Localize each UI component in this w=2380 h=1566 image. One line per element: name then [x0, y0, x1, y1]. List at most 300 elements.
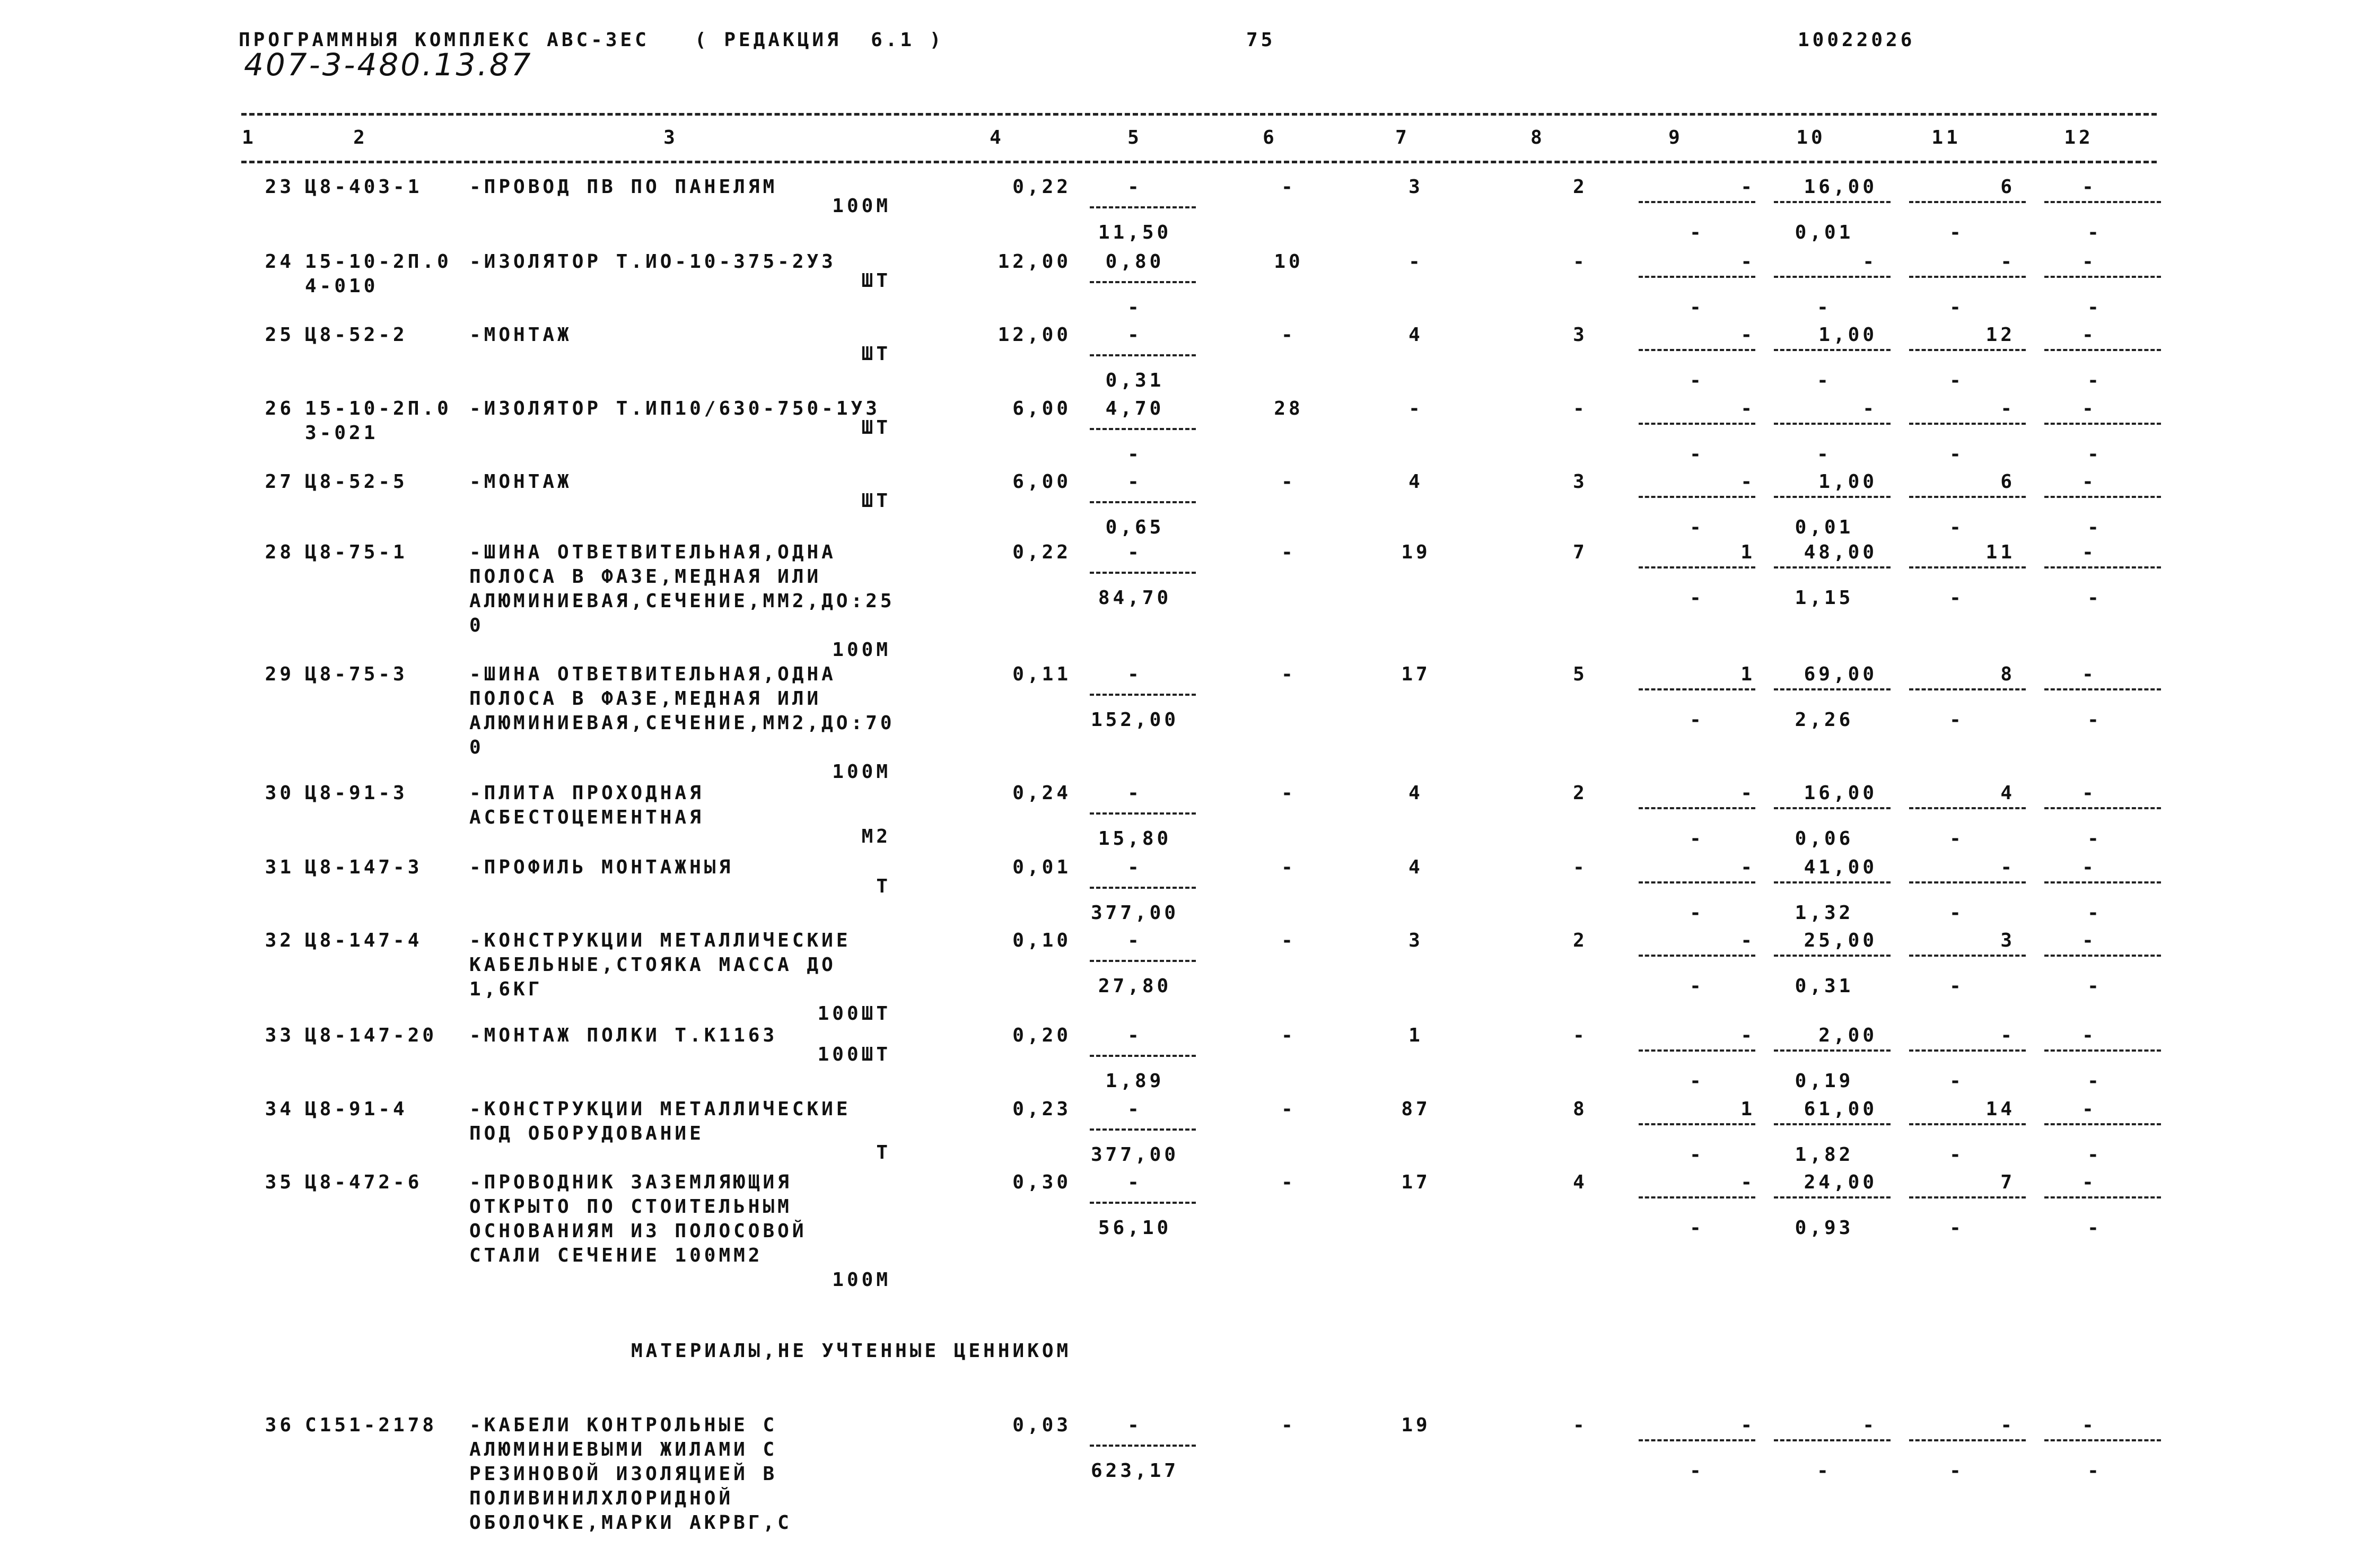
work-description: 1,6КГ	[469, 978, 543, 1000]
cell-divider	[2044, 201, 2161, 203]
column-8-value: 7	[1573, 541, 1588, 563]
resource-code: Ц8-91-4	[305, 1098, 408, 1120]
lower-c11b-value: -	[1949, 709, 1964, 731]
cell-divider	[1639, 423, 1755, 425]
column-12-value: -	[2082, 251, 2097, 273]
cell-divider	[1909, 807, 2026, 809]
work-description: СТАЛИ СЕЧЕНИЕ 100ММ2	[469, 1245, 763, 1266]
cell-divider	[2044, 955, 2161, 957]
row-number: 27	[265, 471, 294, 493]
row-number: 36	[265, 1414, 294, 1436]
cell-divider	[1639, 688, 1755, 690]
lower-c12b-value: -	[2087, 1217, 2102, 1239]
resource-code: Ц8-147-3	[305, 856, 423, 878]
column-8-value: 3	[1573, 324, 1588, 346]
column-10-value: 61,00	[1804, 1098, 1877, 1120]
lower-c9b-value: -	[1690, 1217, 1704, 1239]
column-9-value: -	[1740, 1414, 1755, 1436]
column-number: 11	[1931, 127, 1961, 148]
column-9-value: 1	[1740, 541, 1755, 563]
column-9-value: -	[1740, 1025, 1755, 1046]
document-code: 10022026	[1798, 29, 1915, 51]
column-8-value: 5	[1573, 663, 1588, 685]
column-11-value: 7	[2000, 1171, 2015, 1193]
work-description: ОТКРЫТО ПО СТОИТЕЛЬНЫМ	[469, 1196, 792, 1218]
work-description: 0	[469, 615, 484, 636]
column-number: 7	[1395, 127, 1410, 148]
work-description: -МОНТАЖ	[469, 324, 572, 346]
lower-c11b-value: -	[1949, 828, 1964, 850]
resource-code: Ц8-147-20	[305, 1025, 438, 1046]
column-9-value: -	[1740, 1171, 1755, 1193]
unit-wage-value: 56,10	[1098, 1217, 1172, 1239]
lower-c10b-value: -	[1817, 443, 1832, 465]
resource-code: 15-10-2П.0	[305, 251, 452, 273]
column-11-value: -	[2000, 1025, 2015, 1046]
lower-c11b-value: -	[1949, 1460, 1964, 1482]
quantity-value: 6,00	[1012, 398, 1071, 419]
cell-divider	[1090, 960, 1196, 962]
unit-wage-value: 377,00	[1090, 1144, 1179, 1166]
quantity-value: 0,20	[1012, 1025, 1071, 1046]
column-10-value: 69,00	[1804, 663, 1877, 685]
unit-of-measure: 100М	[832, 1269, 891, 1291]
column-7-value: 1	[1408, 1025, 1423, 1046]
unit-wage-value: 377,00	[1090, 902, 1179, 924]
lower-c11b-value: -	[1949, 587, 1964, 609]
unit-cost-value: -	[1127, 856, 1142, 878]
cell-divider	[1090, 572, 1196, 574]
column-12-value: -	[2082, 324, 2097, 346]
column-11-value: 3	[2000, 930, 2015, 951]
cell-divider	[1090, 1202, 1196, 1204]
work-description: 0	[469, 737, 484, 758]
quantity-value: 0,23	[1012, 1098, 1071, 1120]
unit-cost-value: -	[1127, 324, 1142, 346]
cell-divider	[2044, 881, 2161, 883]
cell-divider	[1090, 501, 1196, 503]
lower-c10b-value: 0,19	[1795, 1070, 1854, 1092]
column-12-value: -	[2082, 1171, 2097, 1193]
column-6-value: -	[1281, 1171, 1296, 1193]
work-description: АЛЮМИНИЕВАЯ,СЕЧЕНИЕ,ММ2,ДО:25	[469, 590, 895, 612]
column-11-value: 11	[1985, 541, 2015, 563]
column-8-value: -	[1573, 1414, 1588, 1436]
lower-c11b-value: -	[1949, 370, 1964, 391]
row-number: 26	[265, 398, 294, 419]
unit-of-measure: 100М	[832, 195, 891, 217]
cell-divider	[2044, 1439, 2161, 1441]
column-8-value: 8	[1573, 1098, 1588, 1120]
unit-cost-value: -	[1127, 782, 1142, 804]
column-10-value: 41,00	[1804, 856, 1877, 878]
lower-c12b-value: -	[2087, 828, 2102, 850]
cell-divider	[1909, 1196, 2026, 1198]
column-10-value: 16,00	[1804, 176, 1877, 198]
cell-divider	[1090, 812, 1196, 815]
column-number: 12	[2064, 127, 2094, 148]
lower-c11b-value: -	[1949, 222, 1964, 243]
lower-c10b-value: 0,06	[1795, 828, 1854, 850]
cell-divider	[2044, 276, 2161, 278]
work-description: -ШИНА ОТВЕТВИТЕЛЬНАЯ,ОДНА	[469, 541, 836, 563]
lower-c11b-value: -	[1949, 443, 1964, 465]
resource-code: Ц8-91-3	[305, 782, 408, 804]
work-description: -ПЛИТА ПРОХОДНАЯ	[469, 782, 704, 804]
unit-wage-value: 152,00	[1090, 709, 1179, 731]
lower-c10b-value: 0,93	[1795, 1217, 1854, 1239]
unit-of-measure: 100М	[832, 761, 891, 783]
column-8-value: 2	[1573, 176, 1588, 198]
unit-cost-value: 4,70	[1105, 398, 1165, 419]
cell-divider	[1639, 1196, 1755, 1198]
cell-divider	[2044, 807, 2161, 809]
cell-divider	[1909, 1123, 2026, 1125]
header-rule-bottom	[241, 161, 2157, 163]
lower-c12b-value: -	[2087, 296, 2102, 318]
column-7-value: 4	[1408, 782, 1423, 804]
cell-divider	[1090, 694, 1196, 696]
column-9-value: -	[1740, 856, 1755, 878]
unit-of-measure: 100ШТ	[817, 1044, 891, 1065]
cell-divider	[1090, 206, 1196, 208]
column-10-value: 1,00	[1818, 471, 1877, 493]
column-11-value: 6	[2000, 176, 2015, 198]
column-8-value: -	[1573, 1025, 1588, 1046]
work-description: АЛЮМИНИЕВАЯ,СЕЧЕНИЕ,ММ2,ДО:70	[469, 712, 895, 734]
column-10-value: 16,00	[1804, 782, 1877, 804]
column-6-value: 28	[1274, 398, 1303, 419]
column-9-value: -	[1740, 324, 1755, 346]
edition-label: ( РЕДАКЦИЯ 6.1 )	[695, 29, 944, 51]
column-6-value: -	[1281, 1025, 1296, 1046]
column-9-value: 1	[1740, 663, 1755, 685]
unit-of-measure: ШТ	[861, 270, 891, 292]
work-description: РЕЗИНОВОЙ ИЗОЛЯЦИЕЙ В	[469, 1463, 778, 1485]
cell-divider	[2044, 1196, 2161, 1198]
resource-code: 4-010	[305, 275, 379, 297]
lower-c10b-value: -	[1817, 370, 1832, 391]
column-10-value: 2,00	[1818, 1025, 1877, 1046]
column-12-value: -	[2082, 782, 2097, 804]
column-9-value: -	[1740, 176, 1755, 198]
column-9-value: -	[1740, 471, 1755, 493]
column-12-value: -	[2082, 663, 2097, 685]
lower-c9b-value: -	[1690, 1460, 1704, 1482]
lower-c12b-value: -	[2087, 222, 2102, 243]
cell-divider	[1909, 955, 2026, 957]
cell-divider	[1774, 423, 1891, 425]
column-6-value: -	[1281, 471, 1296, 493]
column-11-value: -	[2000, 398, 2015, 419]
column-number: 3	[663, 127, 678, 148]
resource-code: 3-021	[305, 422, 379, 444]
lower-c11b-value: -	[1949, 975, 1964, 997]
cell-divider	[1090, 1128, 1196, 1131]
cell-divider	[1090, 354, 1196, 356]
cell-divider	[2044, 566, 2161, 568]
unit-cost-value: -	[1127, 1414, 1142, 1436]
lower-c12b-value: -	[2087, 587, 2102, 609]
unit-wage-value: -	[1127, 296, 1142, 318]
resource-code: Ц8-75-3	[305, 663, 408, 685]
unit-wage-value: 27,80	[1098, 975, 1172, 997]
resource-code: С151-2178	[305, 1414, 438, 1436]
column-7-value: 4	[1408, 856, 1423, 878]
cell-divider	[1774, 881, 1891, 883]
work-description: АСБЕСТОЦЕМЕНТНАЯ	[469, 807, 704, 828]
cell-divider	[1909, 566, 2026, 568]
row-number: 23	[265, 176, 294, 198]
column-6-value: -	[1281, 930, 1296, 951]
column-6-value: -	[1281, 782, 1296, 804]
lower-c12b-value: -	[2087, 370, 2102, 391]
column-6-value: -	[1281, 324, 1296, 346]
cell-divider	[1909, 496, 2026, 498]
cell-divider	[1639, 276, 1755, 278]
lower-c11b-value: -	[1949, 517, 1964, 538]
lower-c12b-value: -	[2087, 517, 2102, 538]
lower-c12b-value: -	[2087, 902, 2102, 924]
column-7-value: 17	[1401, 663, 1431, 685]
cell-divider	[2044, 1123, 2161, 1125]
column-6-value: -	[1281, 856, 1296, 878]
column-7-value: -	[1408, 251, 1423, 273]
row-number: 24	[265, 251, 294, 273]
unit-cost-value: -	[1127, 663, 1142, 685]
column-10-value: 25,00	[1804, 930, 1877, 951]
unit-of-measure: 100ШТ	[817, 1003, 891, 1025]
quantity-value: 0,03	[1012, 1414, 1071, 1436]
column-7-value: -	[1408, 398, 1423, 419]
quantity-value: 0,11	[1012, 663, 1071, 685]
column-11-value: 6	[2000, 471, 2015, 493]
unit-wage-value: 623,17	[1090, 1460, 1179, 1482]
unit-wage-value: 11,50	[1098, 222, 1172, 243]
lower-c10b-value: 0,31	[1795, 975, 1854, 997]
lower-c10b-value: 1,32	[1795, 902, 1854, 924]
row-number: 30	[265, 782, 294, 804]
column-9-value: -	[1740, 782, 1755, 804]
column-6-value: 10	[1274, 251, 1303, 273]
cell-divider	[1909, 881, 2026, 883]
column-12-value: -	[2082, 541, 2097, 563]
column-8-value: 2	[1573, 930, 1588, 951]
lower-c9b-value: -	[1690, 517, 1704, 538]
cell-divider	[1774, 566, 1891, 568]
cell-divider	[1774, 807, 1891, 809]
column-9-value: -	[1740, 251, 1755, 273]
cell-divider	[1639, 1049, 1755, 1052]
resource-code: Ц8-403-1	[305, 176, 423, 198]
unit-wage-value: 84,70	[1098, 587, 1172, 609]
cell-divider	[2044, 688, 2161, 690]
unit-cost-value: -	[1127, 176, 1142, 198]
unit-cost-value: -	[1127, 930, 1142, 951]
unit-of-measure: ШТ	[861, 343, 891, 365]
column-8-value: 2	[1573, 782, 1588, 804]
unit-wage-value: 0,65	[1105, 517, 1165, 538]
cell-divider	[1639, 807, 1755, 809]
column-10-value: -	[1862, 1414, 1877, 1436]
unit-cost-value: -	[1127, 541, 1142, 563]
column-number: 2	[353, 127, 368, 148]
column-6-value: -	[1281, 176, 1296, 198]
cell-divider	[2044, 496, 2161, 498]
cell-divider	[1090, 1055, 1196, 1057]
lower-c10b-value: 1,15	[1795, 587, 1854, 609]
lower-c9b-value: -	[1690, 902, 1704, 924]
column-9-value: -	[1740, 398, 1755, 419]
lower-c11b-value: -	[1949, 1070, 1964, 1092]
lower-c9b-value: -	[1690, 1070, 1704, 1092]
column-10-value: 48,00	[1804, 541, 1877, 563]
lower-c12b-value: -	[2087, 443, 2102, 465]
cell-divider	[1090, 1445, 1196, 1447]
unit-of-measure: ШТ	[861, 490, 891, 512]
quantity-value: 12,00	[998, 251, 1071, 273]
work-description: ПОЛОСА В ФАЗЕ,МЕДНАЯ ИЛИ	[469, 566, 822, 588]
cell-divider	[1909, 349, 2026, 351]
row-number: 28	[265, 541, 294, 563]
lower-c9b-value: -	[1690, 709, 1704, 731]
cell-divider	[1090, 428, 1196, 430]
unit-cost-value: -	[1127, 1171, 1142, 1193]
resource-code: Ц8-52-5	[305, 471, 408, 493]
column-11-value: 12	[1985, 324, 2015, 346]
lower-c9b-value: -	[1690, 222, 1704, 243]
column-8-value: 3	[1573, 471, 1588, 493]
unit-wage-value: -	[1127, 443, 1142, 465]
lower-c10b-value: 0,01	[1795, 517, 1854, 538]
resource-code: Ц8-472-6	[305, 1171, 423, 1193]
column-number: 10	[1796, 127, 1826, 148]
column-6-value: -	[1281, 1098, 1296, 1120]
cell-divider	[2044, 1049, 2161, 1052]
unit-cost-value: 0,80	[1105, 251, 1165, 273]
lower-c9b-value: -	[1690, 828, 1704, 850]
work-description: -ШИНА ОТВЕТВИТЕЛЬНАЯ,ОДНА	[469, 663, 836, 685]
row-number: 35	[265, 1171, 294, 1193]
quantity-value: 0,10	[1012, 930, 1071, 951]
quantity-value: 0,22	[1012, 176, 1071, 198]
unit-wage-value: 15,80	[1098, 828, 1172, 850]
column-11-value: 4	[2000, 782, 2015, 804]
column-number: 9	[1668, 127, 1683, 148]
resource-code: Ц8-147-4	[305, 930, 423, 951]
lower-c12b-value: -	[2087, 1460, 2102, 1482]
page-number: 75	[1246, 29, 1276, 51]
header-rule-top	[241, 113, 2157, 116]
column-number: 4	[990, 127, 1004, 148]
work-description: -ПРОВОД ПВ ПО ПАНЕЛЯМ	[469, 176, 778, 198]
cell-divider	[1909, 423, 2026, 425]
column-number: 1	[242, 127, 257, 148]
cell-divider	[1639, 349, 1755, 351]
row-number: 25	[265, 324, 294, 346]
work-description: -КАБЕЛИ КОНТРОЛЬНЫЕ С	[469, 1414, 778, 1436]
unit-cost-value: -	[1127, 471, 1142, 493]
lower-c9b-value: -	[1690, 587, 1704, 609]
work-description: ПОЛИВИНИЛХЛОРИДНОЙ	[469, 1488, 734, 1509]
column-10-value: 24,00	[1804, 1171, 1877, 1193]
column-9-value: 1	[1740, 1098, 1755, 1120]
lower-c10b-value: 2,26	[1795, 709, 1854, 731]
cell-divider	[1639, 1123, 1755, 1125]
work-description: -ПРОВОДНИК ЗАЗЕМЛЯЮЩИЯ	[469, 1171, 792, 1193]
quantity-value: 6,00	[1012, 471, 1071, 493]
work-description: -ИЗОЛЯТОР Т.ИО-10-375-2У3	[469, 251, 836, 273]
quantity-value: 0,30	[1012, 1171, 1071, 1193]
cell-divider	[1090, 887, 1196, 889]
cell-divider	[1909, 1049, 2026, 1052]
unit-of-measure: Т	[876, 1142, 891, 1163]
handwritten-project-number: 407-3-480.13.87	[244, 47, 533, 83]
column-8-value: -	[1573, 398, 1588, 419]
resource-code: Ц8-52-2	[305, 324, 408, 346]
lower-c9b-value: -	[1690, 975, 1704, 997]
cell-divider	[1639, 881, 1755, 883]
column-12-value: -	[2082, 930, 2097, 951]
work-description: ОСНОВАНИЯМ ИЗ ПОЛОСОВОЙ	[469, 1220, 807, 1242]
column-10-value: -	[1862, 251, 1877, 273]
quantity-value: 0,24	[1012, 782, 1071, 804]
cell-divider	[1774, 688, 1891, 690]
section-title: МАТЕРИАЛЫ,НЕ УЧТЕННЫЕ ЦЕННИКОМ	[631, 1340, 1072, 1362]
lower-c12b-value: -	[2087, 975, 2102, 997]
column-11-value: 8	[2000, 663, 2015, 685]
work-description: -КОНСТРУКЦИИ МЕТАЛЛИЧЕСКИЕ	[469, 930, 851, 951]
column-7-value: 3	[1408, 930, 1423, 951]
row-number: 33	[265, 1025, 294, 1046]
cell-divider	[1090, 281, 1196, 283]
cell-divider	[1774, 1439, 1891, 1441]
column-6-value: -	[1281, 1414, 1296, 1436]
work-description: -ИЗОЛЯТОР Т.ИП10/630-750-1У3	[469, 398, 880, 419]
work-description: ПОД ОБОРУДОВАНИЕ	[469, 1123, 704, 1144]
lower-c11b-value: -	[1949, 902, 1964, 924]
column-7-value: 3	[1408, 176, 1423, 198]
quantity-value: 12,00	[998, 324, 1071, 346]
work-description: ОБОЛОЧКЕ,МАРКИ АКРВГ,С	[469, 1512, 792, 1534]
column-number: 8	[1530, 127, 1545, 148]
cell-divider	[1774, 496, 1891, 498]
unit-cost-value: -	[1127, 1098, 1142, 1120]
work-description: -КОНСТРУКЦИИ МЕТАЛЛИЧЕСКИЕ	[469, 1098, 851, 1120]
column-number: 5	[1127, 127, 1142, 148]
lower-c12b-value: -	[2087, 1070, 2102, 1092]
cell-divider	[1774, 1049, 1891, 1052]
lower-c11b-value: -	[1949, 1144, 1964, 1166]
work-description: -ПРОФИЛЬ МОНТАЖНЫЯ	[469, 856, 734, 878]
cell-divider	[1774, 349, 1891, 351]
column-12-value: -	[2082, 1025, 2097, 1046]
cell-divider	[1774, 201, 1891, 203]
resource-code: Ц8-75-1	[305, 541, 408, 563]
cell-divider	[1639, 1439, 1755, 1441]
unit-wage-value: 1,89	[1105, 1070, 1165, 1092]
cell-divider	[1639, 566, 1755, 568]
column-7-value: 4	[1408, 324, 1423, 346]
cell-divider	[1774, 955, 1891, 957]
lower-c10b-value: -	[1817, 1460, 1832, 1482]
row-number: 29	[265, 663, 294, 685]
cell-divider	[1774, 1196, 1891, 1198]
column-10-value: 1,00	[1818, 324, 1877, 346]
column-6-value: -	[1281, 663, 1296, 685]
cell-divider	[1639, 496, 1755, 498]
work-description: ПОЛОСА В ФАЗЕ,МЕДНАЯ ИЛИ	[469, 688, 822, 710]
